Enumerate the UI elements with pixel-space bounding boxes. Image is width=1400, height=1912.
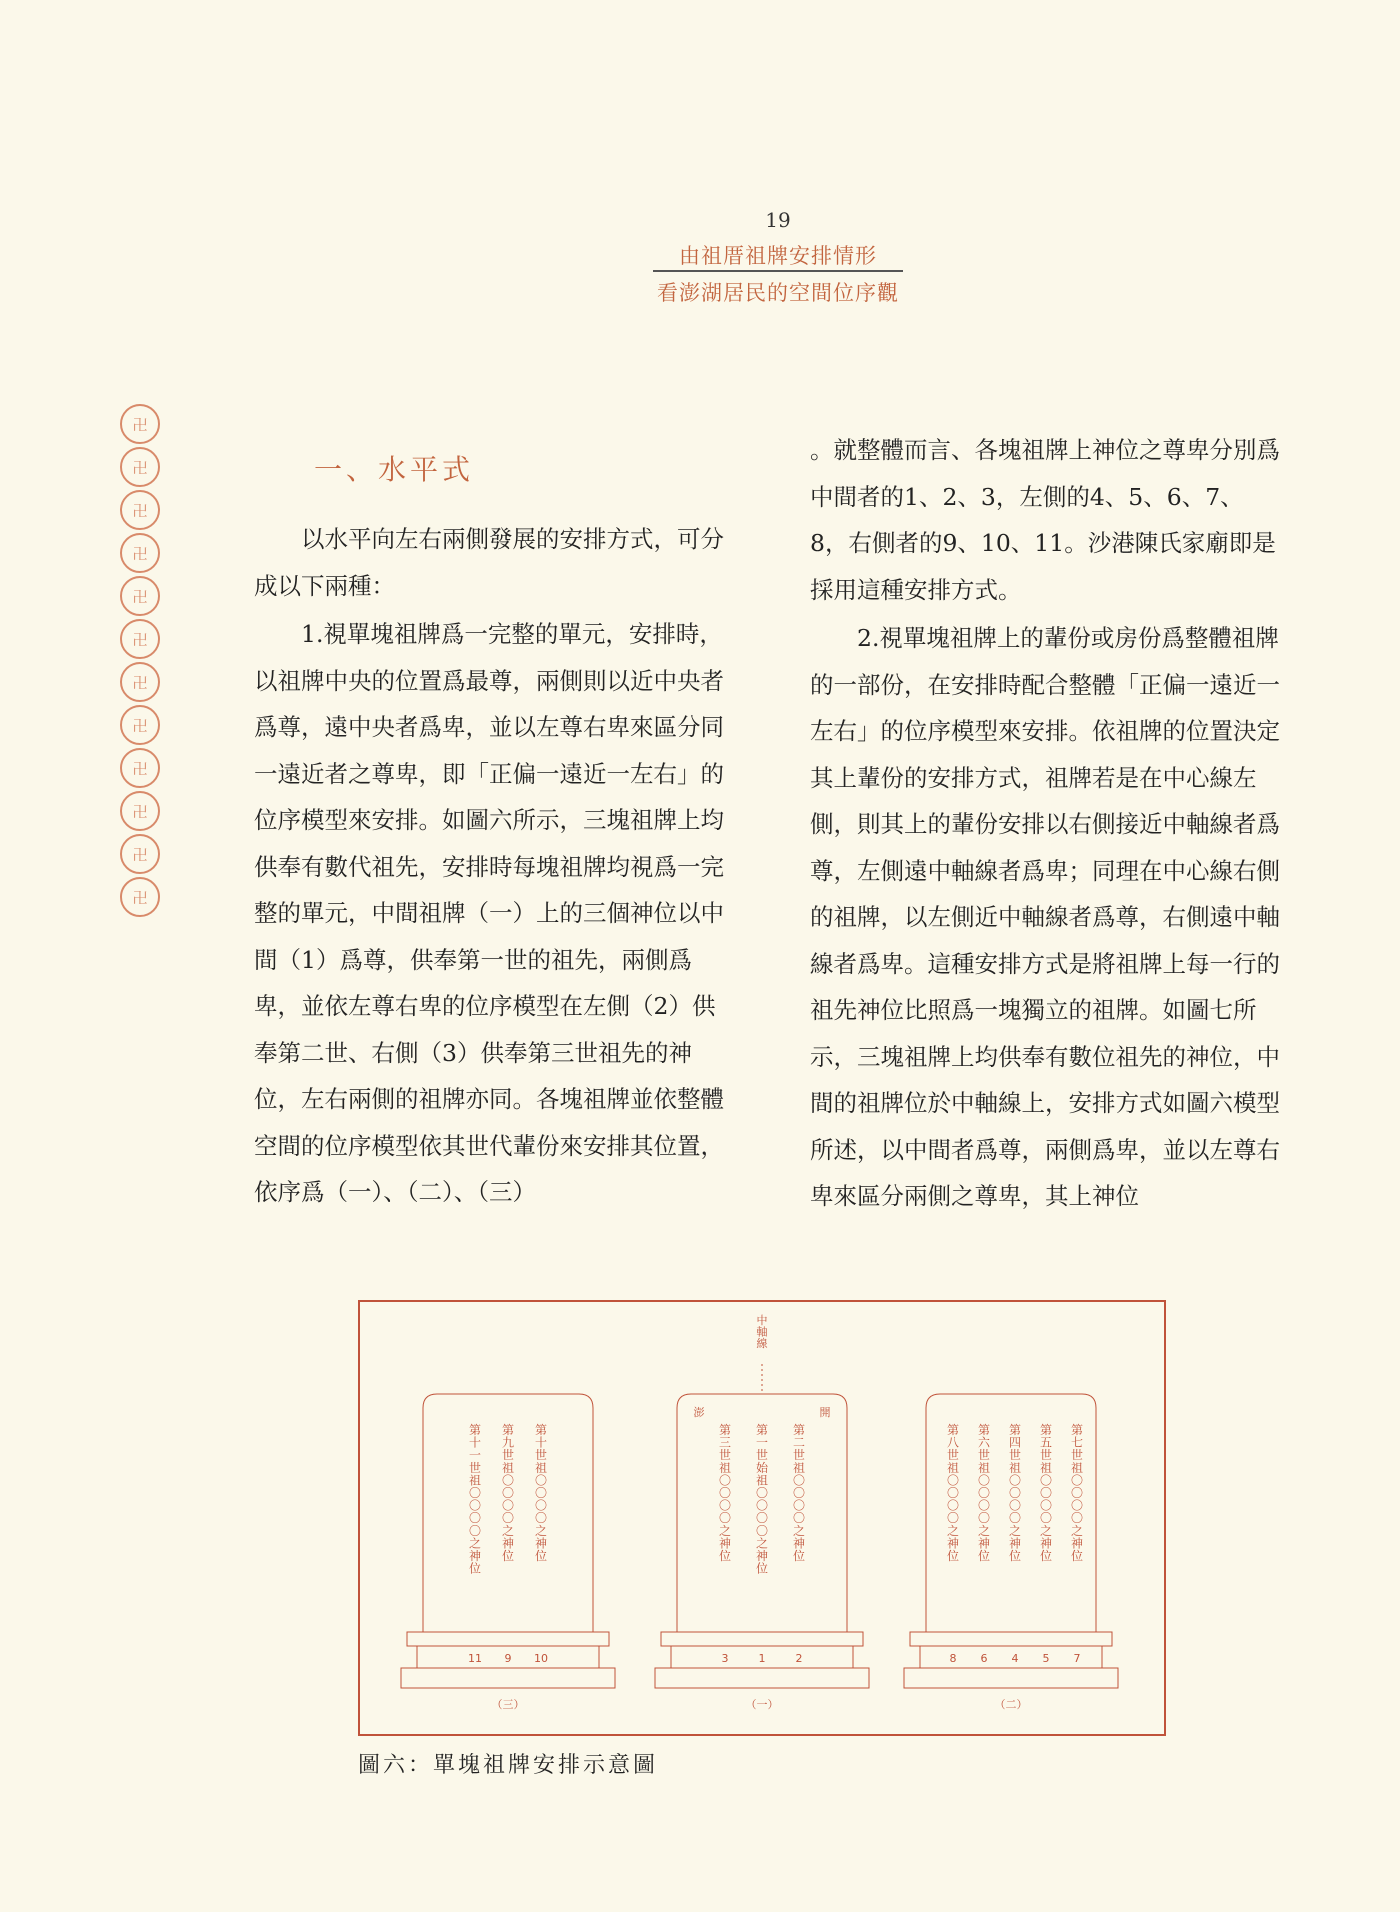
rank-number: 11 (468, 1652, 482, 1665)
tablet-diagram (360, 1302, 1164, 1734)
seal-ornament-icon: 卍 (120, 404, 160, 444)
paragraph-method-2: 2.視單塊祖牌上的輩份或房份爲整體祖牌的一部份，在安排時配合整體「正偏一遠近一左右」的位序模型來安排。依祖牌的位置決定其上輩份的安排方式，祖牌若是在中心線左側，則其上的輩份安排以右側接近中軸線者爲尊，左側遠中軸線者爲卑；同理在中心線右側的祖牌，以左側近中軸線者爲尊，右側遠中軸線者爲卑。這種安排方式是將祖牌上每一行的祖先神位比照爲一塊獨立的祖牌。如圖七所示，三塊祖牌上均供奉有數位祖先的神位，中間的祖牌位於中軸線上，安排方式如圖六模型所述，以中間者爲尊，兩側爲卑，並以左尊右卑來區分兩側之尊卑，其上神位 (810, 624, 1280, 1210)
ancestor-inscription: 第九世祖〇〇〇〇之神位 (501, 1423, 515, 1563)
rank-number: 2 (795, 1652, 803, 1665)
paragraph-continuation: 。就整體而言、各塊祖牌上神位之尊卑分別爲中間者的1、2、3，左側的4、5、6、7、8，右側者的9、10、11。沙港陳氏家廟即是採用這種安排方式。 (810, 436, 1280, 604)
rank-number: 1 (758, 1652, 766, 1665)
page-number: 19 (765, 208, 791, 232)
seal-ornament-icon: 卍 (120, 619, 160, 659)
rank-number: 4 (1011, 1652, 1019, 1665)
ancestor-inscription: 第二世祖〇〇〇〇之神位 (792, 1423, 806, 1563)
rank-number: 6 (980, 1652, 988, 1665)
tablet-label: （二） (994, 1698, 1028, 1711)
rank-number: 9 (504, 1652, 512, 1665)
right-text-column (810, 427, 1282, 1220)
ancestor-inscription: 第十世祖〇〇〇〇之神位 (534, 1423, 548, 1563)
seal-ornament-icon: 卍 (120, 447, 160, 487)
rank-number: 8 (949, 1652, 957, 1665)
seal-ornament-icon: 卍 (120, 490, 160, 530)
tablet-base-lower (401, 1668, 615, 1688)
figure-six-diagram (358, 1300, 1166, 1736)
ancestor-inscription: 第四世祖〇〇〇〇之神位 (1008, 1423, 1022, 1563)
figure-caption: 圖六：單塊祖牌安排示意圖 (358, 1753, 659, 1778)
seal-border-decoration (120, 404, 168, 920)
tablet-corner-glyph-left: 澎 (693, 1406, 705, 1419)
left-text-column (254, 516, 726, 1216)
tablet-base-upper (407, 1632, 609, 1646)
seal-ornament-icon: 卍 (120, 877, 160, 917)
ancestor-inscription: 第三世祖〇〇〇〇之神位 (718, 1423, 732, 1563)
seal-ornament-icon: 卍 (120, 834, 160, 874)
seal-ornament-icon: 卍 (120, 791, 160, 831)
ancestor-inscription: 第八世祖〇〇〇〇之神位 (946, 1423, 960, 1563)
seal-ornament-icon: 卍 (120, 533, 160, 573)
central-axis-label: 中軸線 (756, 1314, 768, 1351)
paragraph-method-1: 1.視單塊祖牌爲一完整的單元，安排時，以祖牌中央的位置爲最尊，兩側則以近中央者爲尊，遠中央者爲卑，並以左尊右卑來區分同一遠近者之尊卑，即「正偏一遠近一左右」的位序模型來安排。如圖六所示，三塊祖牌上均供奉有數代祖先，安排時每塊祖牌均視爲一完整的單元，中間祖牌（一）上的三個神位以中間（1）爲尊，供奉第一世的祖先，兩側爲卑，並依左尊右卑的位序模型在左側（2）供奉第二世、右側（3）供奉第三世祖先的神位，左右兩側的祖牌亦同。各塊祖牌並依整體空間的位序模型依其世代輩份來安排其位置，依序爲（一）、（二）、（三） (254, 620, 724, 1206)
running-header-title: 由祖厝祖牌安排情形 (679, 244, 877, 268)
tablet-corner-glyph-right: 開 (819, 1406, 831, 1419)
ancestor-inscription: 第七世祖〇〇〇〇之神位 (1070, 1423, 1084, 1563)
paragraph-intro: 以水平向左右兩側發展的安排方式，可分成以下兩種： (254, 525, 724, 600)
header-divider (653, 270, 903, 272)
seal-ornament-icon: 卍 (120, 748, 160, 788)
tablet-base-lower (655, 1668, 869, 1688)
rank-number: 10 (534, 1652, 548, 1665)
ancestor-inscription: 第五世祖〇〇〇〇之神位 (1039, 1423, 1053, 1563)
running-header-subtitle: 看澎湖居民的空間位序觀 (657, 281, 899, 305)
seal-ornament-icon: 卍 (120, 662, 160, 702)
tablet-label: （一） (745, 1698, 779, 1711)
rank-number: 5 (1042, 1652, 1050, 1665)
section-heading: 一、水平式 (314, 453, 475, 486)
rank-number: 3 (721, 1652, 729, 1665)
ancestor-inscription: 第一世始祖〇〇〇〇之神位 (755, 1423, 769, 1576)
tablet-base-upper (910, 1632, 1112, 1646)
ancestor-inscription: 第十一世祖〇〇〇〇之神位 (468, 1423, 482, 1576)
tablet-base-upper (661, 1632, 863, 1646)
seal-ornament-icon: 卍 (120, 705, 160, 745)
tablet-base-lower (904, 1668, 1118, 1688)
rank-number: 7 (1073, 1652, 1081, 1665)
ancestor-inscription: 第六世祖〇〇〇〇之神位 (977, 1423, 991, 1563)
tablet-label: （三） (491, 1698, 525, 1711)
seal-ornament-icon: 卍 (120, 576, 160, 616)
